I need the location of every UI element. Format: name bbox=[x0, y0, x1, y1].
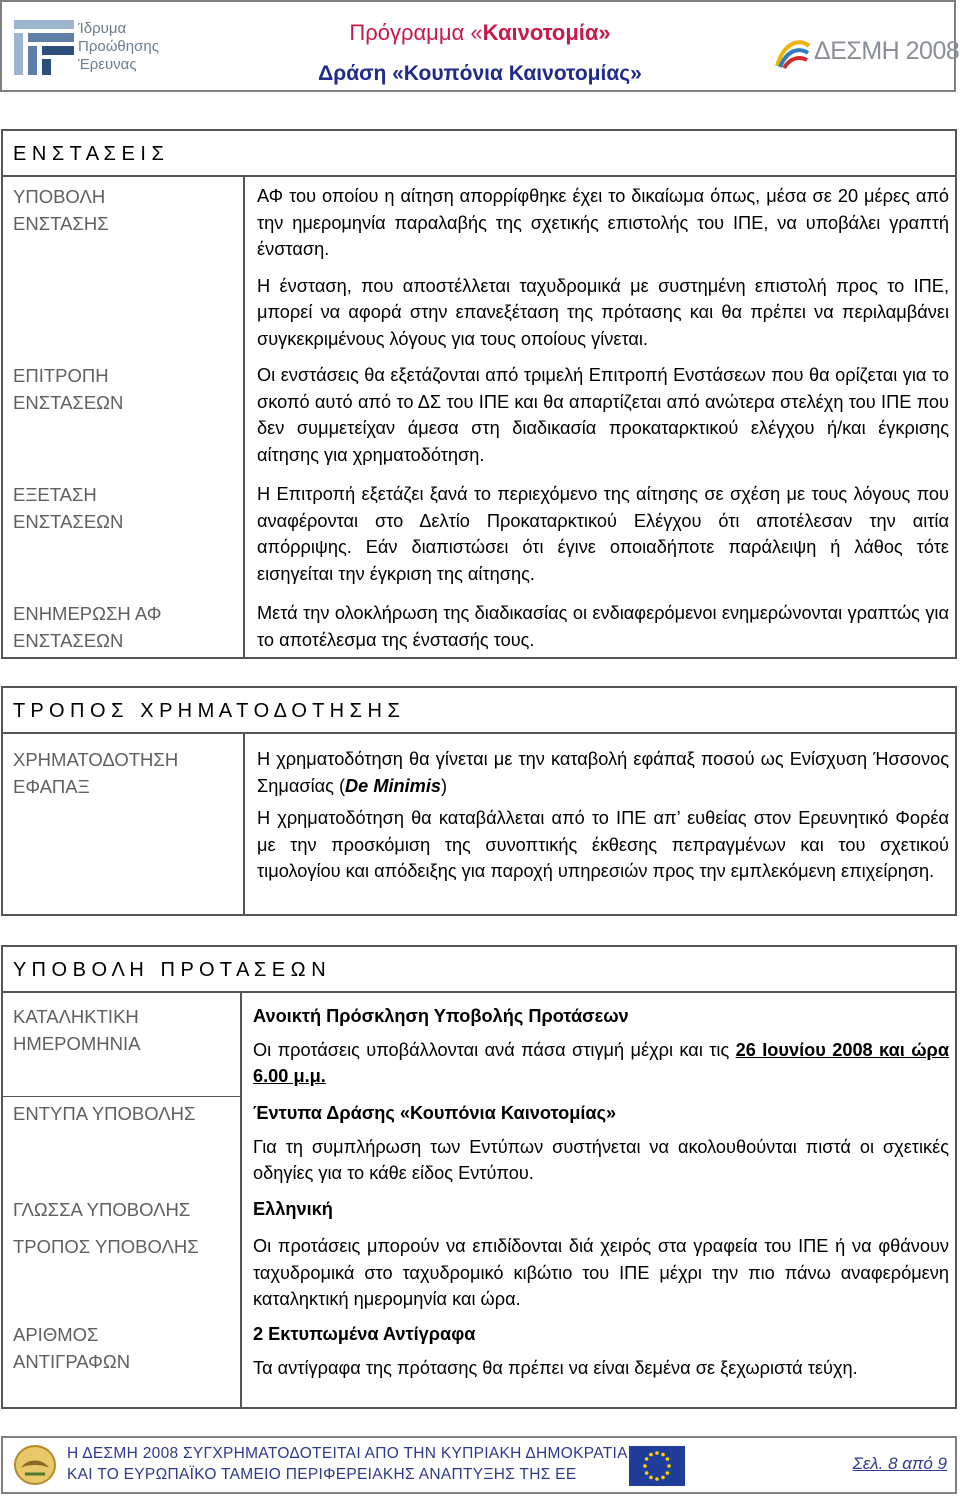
column-divider bbox=[243, 177, 245, 657]
forms-text bbox=[253, 1100, 949, 1187]
de-minimis-term: De Minimis bbox=[345, 775, 442, 796]
text-span: ) bbox=[441, 775, 448, 796]
label-line: ΕΝΣΤΑΣΕΩΝ bbox=[13, 630, 124, 651]
label-line: ΕΝΣΤΑΣΕΩΝ bbox=[13, 511, 124, 532]
program-prefix: Πρόγραμμα « bbox=[349, 20, 483, 45]
label-submit-objection bbox=[13, 183, 233, 237]
objections-section bbox=[1, 129, 957, 659]
label-line: ΚΑΤΑΛΗΚΤΙΚΗ bbox=[13, 1006, 139, 1027]
label-line: ΑΝΤΙΓΡΑΦΩΝ bbox=[13, 1351, 131, 1372]
funding-title: Τ Ρ Ο Π Ο Σ Χ Ρ Η Μ Α Τ Ο Δ Ο Τ Η Σ Η Σ bbox=[3, 688, 955, 734]
page-footer bbox=[1, 1436, 957, 1494]
paragraph: Η χρηματοδότηση θα καταβάλλεται από το ΙΠΕ απ’ ευθείας στον Ερευνητικό Φορέα με την προσκόμιση της συνοπτικής έκθεσης πεπραγμένων και του σχετικού τιμολογίου και απόδειξης για παροχή υπηρεσιών προς την εμπλεκόμενη επιχείρηση. bbox=[257, 808, 949, 882]
text-span: Οι προτάσεις υποβάλλονται ανά πάσα στιγμή μέχρι και τις bbox=[253, 1039, 736, 1060]
logo-line-3: Έρευνας bbox=[78, 56, 137, 73]
paragraph: ΑΦ του οποίου η αίτηση απορρίφθηκε έχει το δικαίωμα όπως, μέσα σε 20 μέρες από την ημερομηνία παραλαβής της σχετικής επιστολής του ΙΠΕ, να υποβάλει γραπτή ένσταση. bbox=[257, 186, 949, 260]
label-line: ΧΡΗΜΑΤΟΔΟΤΗΣΗ bbox=[13, 749, 179, 770]
paragraph bbox=[253, 1037, 949, 1090]
label-deadline bbox=[13, 1003, 233, 1057]
label-line: ΕΠΙΤΡΟΠΗ bbox=[13, 365, 109, 386]
method-text: Οι προτάσεις μπορούν να επιδίδονται διά χειρός στα γραφεία του ΙΠΕ ή να φθάνουν ταχυδρομικά στο ταχυδρομικό κιβώτιο του ΙΠΕ μέχρι την πιο πάνω αναφερόμενη καταληκτική ημερομηνία και ώρα. bbox=[253, 1236, 949, 1310]
label-line: ΕΝΗΜΕΡΩΣΗ ΑΦ bbox=[13, 603, 162, 624]
label-line: ΗΜΕΡΟΜΗΝΙΑ bbox=[13, 1033, 141, 1054]
page-header bbox=[0, 0, 960, 92]
copies-heading: 2 Εκτυπωμένα Αντίγραφα bbox=[253, 1324, 476, 1344]
label-objection-review bbox=[13, 481, 233, 535]
label-separator bbox=[3, 1096, 240, 1097]
label-forms: ΕΝΤΥΠΑ ΥΠΟΒΟΛΗΣ bbox=[13, 1103, 196, 1124]
label-method: ΤΡΟΠΟΣ ΥΠΟΒΟΛΗΣ bbox=[13, 1236, 199, 1257]
logo-line-1: Ίδρυμα bbox=[78, 20, 127, 37]
objections-title: Ε Ν Σ Τ Α Σ Ε Ι Σ bbox=[3, 131, 955, 177]
label-lump-sum-funding bbox=[13, 746, 233, 800]
label-line: ΑΡΙΘΜΟΣ bbox=[13, 1324, 99, 1345]
objection-notification-text: Μετά την ολοκλήρωση της διαδικασίας οι ενδιαφερόμενοι ενημερώνονται γραπτώς για το αποτέλεσμα της ένστασής τους. bbox=[257, 603, 949, 650]
column-divider bbox=[240, 993, 242, 1407]
objection-committee-text: Οι ενστάσεις θα εξετάζονται από τριμελή Επιτροπή Ενστάσεων που θα ορίζεται για το σκοπό αυτό από το ΔΣ του ΙΠΕ και θα απαρτίζεται από ανώτερα στελέχη του ΙΠΕ που δεν συμμετείχαν άμεσα στη διαδικασία προκαταρκτικού ελέγχου ή/και έγκρισης αίτησης για χρηματοδότηση. bbox=[257, 365, 949, 465]
label-line: ΥΠΟΒΟΛΗ bbox=[13, 186, 106, 207]
label-objection-committee bbox=[13, 362, 233, 416]
label-line: ΕΝΣΤΑΣΗΣ bbox=[13, 213, 109, 234]
funding-section bbox=[1, 686, 957, 916]
deadline-heading: Ανοικτή Πρόσκληση Υποβολής Προτάσεων bbox=[253, 1006, 629, 1026]
action-title: Δράση «Κουπόνια Καινοτομίας» bbox=[318, 62, 642, 85]
paragraph bbox=[257, 746, 949, 799]
label-line: ΕΝΣΤΑΣΕΩΝ bbox=[13, 392, 124, 413]
label-copies bbox=[13, 1321, 233, 1375]
page-number[interactable]: Σελ. 8 από 9 bbox=[852, 1454, 947, 1473]
forms-heading: Έντυπα Δράσης «Κουπόνια Καινοτομίας» bbox=[253, 1103, 617, 1123]
label-line: ΕΦΑΠΑΞ bbox=[13, 776, 90, 797]
language-value: Ελληνική bbox=[253, 1199, 333, 1219]
paragraph: Η ένσταση, που αποστέλλεται ταχυδρομικά με συστημένη επιστολή προς το ΙΠΕ, μπορεί να αφορά στην επανεξέταση της πρότασης και θα πρέπει να περιλαμβάνει συγκεκριμένους λόγους για τους οποίους γίνεται. bbox=[257, 275, 949, 349]
paragraph: Τα αντίγραφα της πρότασης θα πρέπει να είναι δεμένα σε ξεχωριστά τεύχη. bbox=[253, 1357, 858, 1378]
deadline-text bbox=[253, 1003, 949, 1090]
label-line: ΕΞΕΤΑΣΗ bbox=[13, 484, 97, 505]
label-language: ΓΛΩΣΣΑ ΥΠΟΒΟΛΗΣ bbox=[13, 1199, 191, 1220]
label-objection-notification bbox=[13, 600, 233, 654]
cyprus-emblem-icon bbox=[13, 1444, 57, 1486]
submission-title: Υ Π Ο Β Ο Λ Η Π Ρ Ο Τ Α Σ Ε Ω Ν bbox=[3, 947, 955, 993]
text-span: Η χρηματοδότηση θα γίνεται με την καταβολή εφάπαξ ποσού ως Ενίσχυση Ήσσονος Σημασίας ( bbox=[257, 749, 949, 796]
program-name: Καινοτομία» bbox=[482, 20, 611, 45]
footer-line-2: ΚΑΙ ΤΟ ΕΥΡΩΠΑΪΚΟ ΤΑΜΕΙΟ ΠΕΡΙΦΕΡΕΙΑΚΗΣ ΑΝΑΠΤΥΞΗΣ ΤΗΣ ΕΕ bbox=[67, 1466, 577, 1483]
footer-line-1: Η ΔΕΣΜΗ 2008 ΣΥΓΧΡΗΜΑΤΟΔΟΤΕΙΤΑΙ ΑΠΟ ΤΗΝ ΚΥΠΡΙΑΚΗ ΔΗΜΟΚΡΑΤΙΑ bbox=[67, 1445, 628, 1462]
logo-line-2: Προώθησης bbox=[78, 38, 159, 55]
copies-text bbox=[253, 1321, 949, 1381]
eu-flag-icon bbox=[629, 1446, 685, 1486]
objection-review-text: Η Επιτροπή εξετάζει ξανά το περιεχόμενο της αίτησης σε σχέση με τους λόγους που αναφέρονται στο Δελτίο Προκαταρκτικού Ελέγχου ότι αποτέλεσαν την αιτία απόρριψης. Εάν διαπιστώσει ότι έγινε οποιαδήποτε παράλειψη ή λάθος τότε εισηγείται την έγκριση της αίτησης. bbox=[257, 484, 949, 584]
desmi-logo bbox=[774, 36, 960, 70]
desmi-logo-text: ΔΕΣΜΗ 2008 bbox=[814, 37, 960, 65]
deadline-date: 26 Ιουνίου 2008 και ώρα 6.00 μ.μ. bbox=[253, 1039, 949, 1087]
desmi-logo-icon bbox=[774, 36, 812, 70]
paragraph: Για τη συμπλήρωση των Εντύπων συστήνεται να ακολουθούνται πιστά οι σχετικές οδηγίες για το κάθε είδος Εντύπου. bbox=[253, 1136, 949, 1184]
column-divider bbox=[243, 734, 245, 914]
submit-objection-text bbox=[257, 183, 949, 353]
submission-section bbox=[1, 945, 957, 1409]
funding-text bbox=[257, 746, 949, 885]
